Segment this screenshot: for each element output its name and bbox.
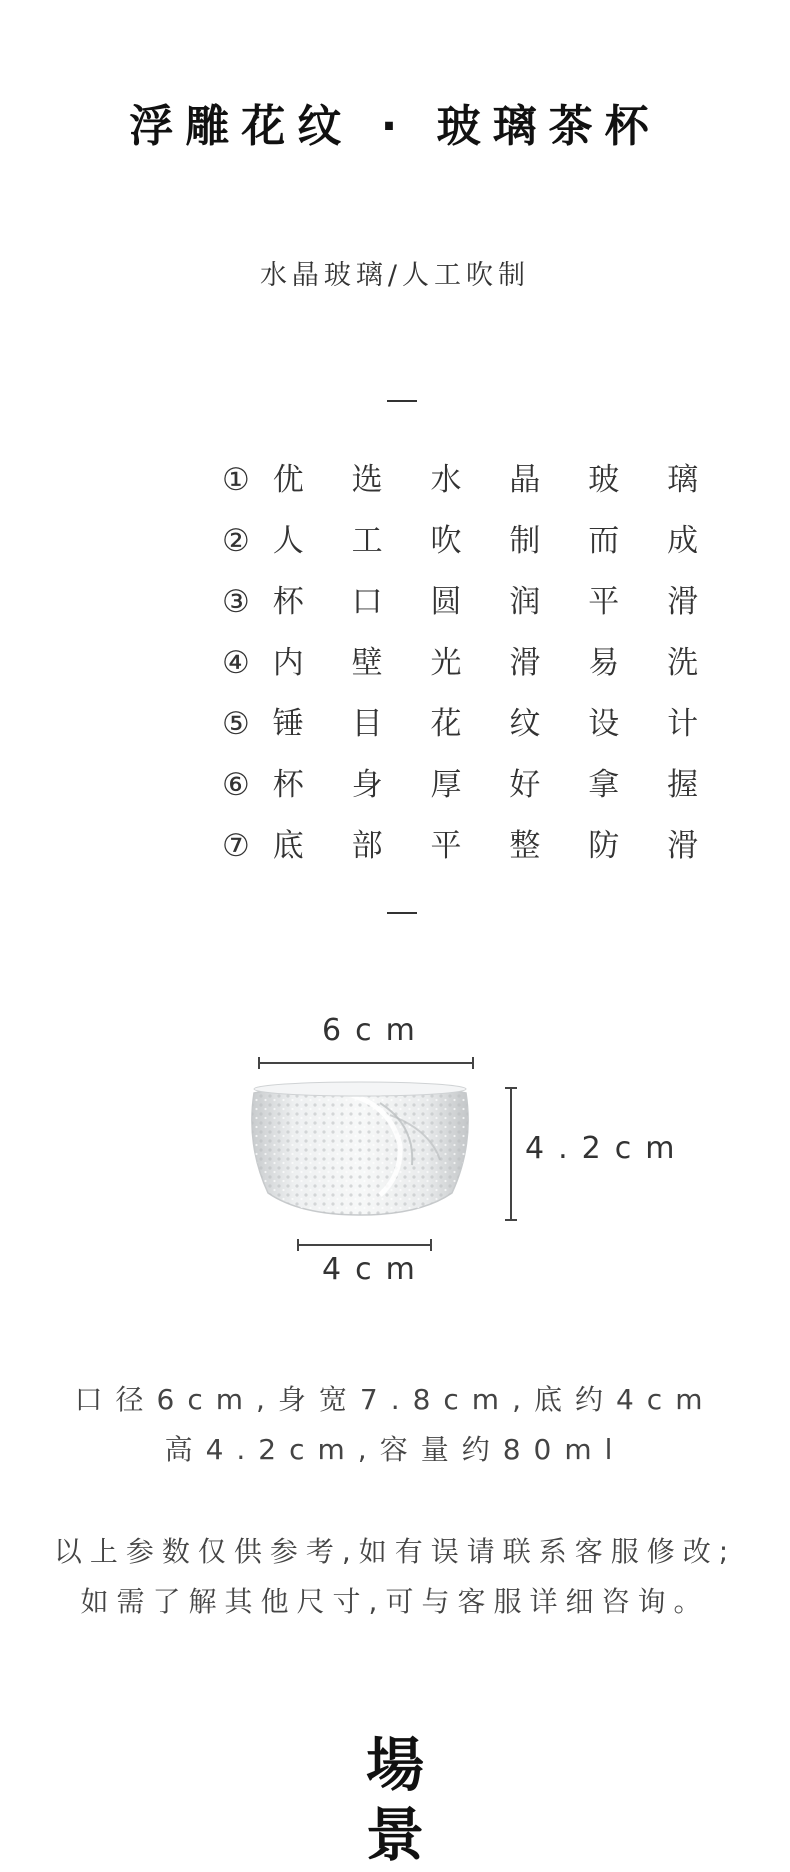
feature-text: 杯 身 厚 好 拿 握 [272,767,718,803]
scene-heading-char-1: 場 [365,1731,424,1799]
feature-number: ③ [222,584,269,620]
page-title: 浮雕花纹 · 玻璃茶杯 [129,101,661,152]
feature-list [222,450,717,877]
feature-text: 杯 口 圆 润 平 滑 [272,584,718,620]
height-line [510,1087,512,1221]
bottom-width-label: 4cm [322,1252,429,1287]
height-label: 4.2cm [525,1131,689,1166]
feature-number: ② [222,523,269,559]
feature-number: ① [222,462,269,498]
spec-line-1: 口径6cm,身宽7.8cm,底约4cm [74,1383,716,1416]
top-width-line [258,1062,474,1064]
note-line-2: 如需了解其他尺寸,可与客服详细咨询。 [80,1585,710,1618]
divider-bottom [387,912,417,914]
feature-number: ⑦ [222,828,269,864]
page-subtitle: 水晶玻璃/人工吹制 [259,260,531,291]
top-width-label: 6cm [322,1013,429,1048]
feature-text: 锤 目 花 纹 设 计 [272,706,718,742]
feature-item [222,694,717,755]
feature-item [222,633,717,694]
feature-number: ④ [222,645,269,681]
feature-item [222,816,717,877]
feature-text: 内 壁 光 滑 易 洗 [272,645,718,681]
feature-number: ⑥ [222,767,269,803]
divider-top [387,400,417,402]
bottom-width-line [297,1244,432,1246]
feature-number: ⑤ [222,706,269,742]
spec-line-2: 高4.2cm,容量约80ml [164,1433,626,1466]
feature-text: 优 选 水 晶 玻 璃 [272,462,718,498]
feature-text: 人 工 吹 制 而 成 [272,523,718,559]
feature-item [222,511,717,572]
glass-cup-image [240,1075,480,1220]
note-line-1: 以上参数仅供参考,如有误请联系客服修改; [53,1535,737,1568]
scene-heading-char-2: 景 [365,1801,424,1869]
feature-text: 底 部 平 整 防 滑 [272,828,718,864]
feature-item [222,755,717,816]
feature-item [222,450,717,511]
feature-item [222,572,717,633]
